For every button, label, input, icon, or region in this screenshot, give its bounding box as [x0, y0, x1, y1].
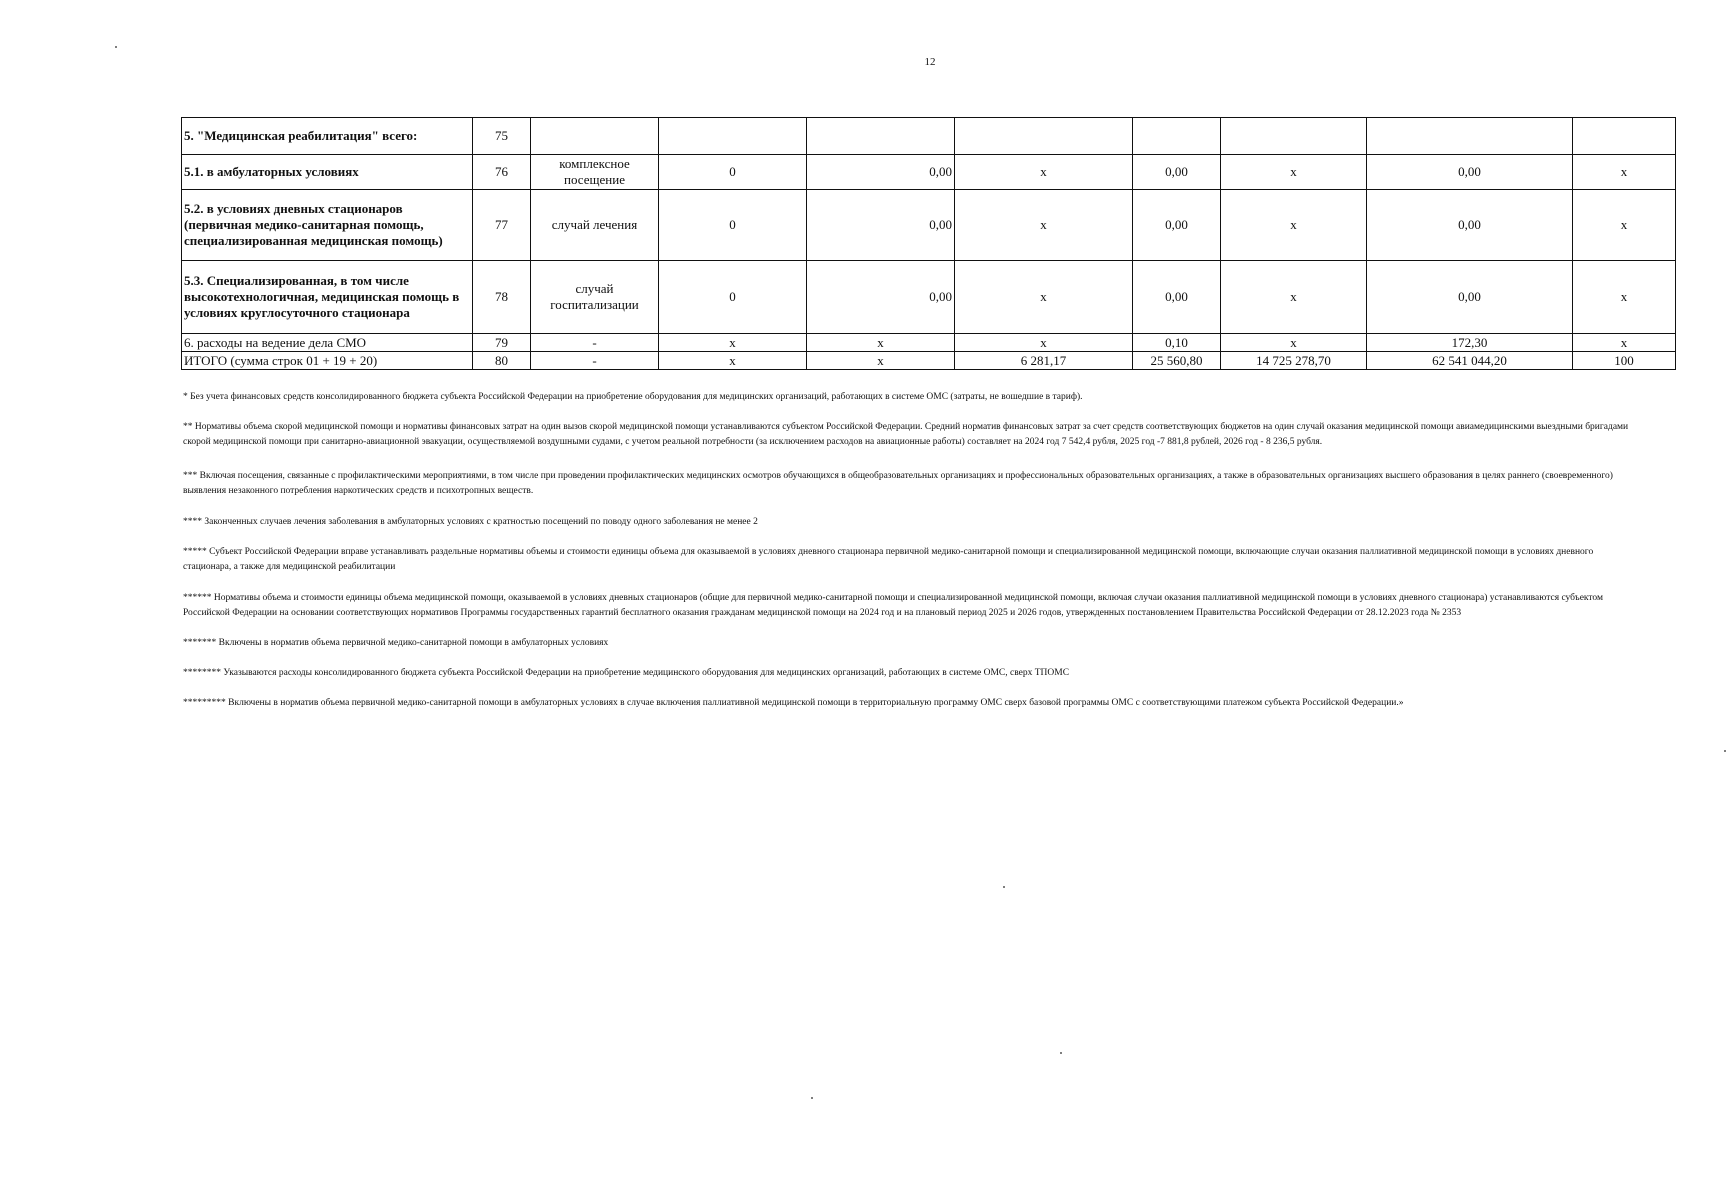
footnote: ******* Включены в норматив объема первичной медико-санитарной помощи в амбулаторных условиях	[183, 638, 609, 648]
footnote: * Без учета финансовых средств консолидированного бюджета субъекта Российской Федерации на приобретение оборудования для медицинских организаций, работающих в системе ОМС (затраты, не вошедшие в тариф).	[183, 392, 1083, 402]
row-cell: х	[807, 352, 955, 370]
row-cell: 0,00	[1367, 261, 1573, 334]
row-cell: 0,00	[1133, 155, 1221, 190]
row-cell: 0,00	[807, 261, 955, 334]
row-cell: х	[1573, 261, 1676, 334]
row-cell: х	[1573, 334, 1676, 352]
data-table	[181, 117, 1676, 370]
row-cell: х	[1573, 190, 1676, 261]
row-cell: 0,00	[807, 155, 955, 190]
row-cell	[1367, 118, 1573, 155]
footnote: ***** Субъект Российской Федерации вправе устанавливать раздельные нормативы объемы и стоимости единицы объема для оказываемой в условиях дневного стационара первичной медико-санитарной помощи и специализированной медицинской помощи, включающие случаи оказания паллиативной медицинской помощи в условиях дневного стационара, а также для медицинской реабилитации	[183, 547, 1594, 572]
scan-speck	[115, 46, 117, 48]
row-cell: х	[1573, 155, 1676, 190]
page-number: 12	[924, 56, 936, 68]
row-name: 5.2. в условиях дневных стационаров (первичная медико-санитарная помощь, специализированная медицинская помощь)	[182, 190, 473, 261]
table-row	[182, 190, 1676, 261]
row-cell	[1573, 118, 1676, 155]
row-cell: 6 281,17	[955, 352, 1133, 370]
table-row	[182, 261, 1676, 334]
row-cell: х	[1221, 155, 1367, 190]
row-cell: х	[807, 334, 955, 352]
row-cell	[1221, 118, 1367, 155]
scan-speck	[1003, 886, 1005, 888]
row-cell	[955, 118, 1133, 155]
row-name: 5.3. Специализированная, в том числе высокотехнологичная, медицинская помощь в условиях круглосуточного стационара	[182, 261, 473, 334]
row-cell: 62 541 044,20	[1367, 352, 1573, 370]
table-row	[182, 334, 1676, 352]
data-table-wrapper	[181, 117, 1676, 370]
row-cell: 0,00	[1133, 190, 1221, 261]
row-cell: 172,30	[1367, 334, 1573, 352]
row-cell: х	[659, 334, 807, 352]
row-cell	[807, 118, 955, 155]
row-cell: х	[955, 334, 1133, 352]
table-row	[182, 118, 1676, 155]
table-row-total	[182, 352, 1676, 370]
row-unit: комплексное посещение	[531, 155, 659, 190]
scan-speck	[1724, 750, 1726, 752]
row-cell: 0	[659, 155, 807, 190]
footnotes	[183, 390, 1643, 711]
row-cell	[659, 118, 807, 155]
row-unit: -	[531, 334, 659, 352]
footnote: ********* Включены в норматив объема первичной медико-санитарной помощи в амбулаторных условиях в случае включения паллиативной медицинской помощи в территориальную программу ОМС сверх базовой программы ОМС с соответствующими платежом субъекта Российской Федерации.»	[183, 698, 1404, 708]
row-code: 75	[473, 118, 531, 155]
row-code: 79	[473, 334, 531, 352]
row-cell: 0	[659, 190, 807, 261]
footnote: *** Включая посещения, связанные с профилактическими мероприятиями, в том числе при проведении профилактических медицинских осмотров обучающихся в общеобразовательных организациях и профессиональных образовательных организациях, а также в образовательных организациях высшего образования в целях раннего (своевременного) выявления незаконного потребления наркотических средств и психотропных веществ.	[183, 471, 1613, 496]
row-name: ИТОГО (сумма строк 01 + 19 + 20)	[182, 352, 473, 370]
row-name: 5.1. в амбулаторных условиях	[182, 155, 473, 190]
row-unit: случай госпитализации	[531, 261, 659, 334]
row-cell: х	[1221, 190, 1367, 261]
footnote: ** Нормативы объема скорой медицинской помощи и нормативы финансовых затрат на один вызов скорой медицинской помощи устанавливаются субъектом Российской Федерации. Средний норматив финансовых затрат за счет средств соответствующих бюджетов на один случай оказания медицинской помощи авиамедицинскими выездными бригадами скорой медицинской помощи при санитарно-авиационной эвакуации, осуществляемой воздушными судами, с учетом реальной потребности (за исключением расходов на авиационные работы) составляет на 2024 год 7 542,4 рубля, 2025 год -7 881,8 рублей, 2026 год - 8 236,5 рубля.	[183, 422, 1629, 447]
row-unit	[531, 118, 659, 155]
row-name: 5. "Медицинская реабилитация" всего:	[182, 118, 473, 155]
row-code: 76	[473, 155, 531, 190]
row-cell: х	[1221, 334, 1367, 352]
scan-speck	[811, 1097, 813, 1099]
row-code: 77	[473, 190, 531, 261]
row-cell: х	[659, 352, 807, 370]
row-cell: 0	[659, 261, 807, 334]
row-cell: 0,00	[1133, 261, 1221, 334]
row-cell: х	[955, 190, 1133, 261]
footnote: ******** Указываются расходы консолидированного бюджета субъекта Российской Федерации на приобретение медицинского оборудования для медицинских организаций, работающих в системе ОМС, сверх ТПОМС	[183, 668, 1070, 678]
row-cell: х	[955, 261, 1133, 334]
row-cell: 100	[1573, 352, 1676, 370]
row-cell: 14 725 278,70	[1221, 352, 1367, 370]
row-cell: х	[955, 155, 1133, 190]
row-code: 80	[473, 352, 531, 370]
row-cell	[1133, 118, 1221, 155]
row-cell: х	[1221, 261, 1367, 334]
row-code: 78	[473, 261, 531, 334]
row-cell: 0,00	[1367, 190, 1573, 261]
row-unit: случай лечения	[531, 190, 659, 261]
row-cell: 0,00	[1367, 155, 1573, 190]
row-unit: -	[531, 352, 659, 370]
row-cell: 25 560,80	[1133, 352, 1221, 370]
table-row	[182, 155, 1676, 190]
row-cell: 0,10	[1133, 334, 1221, 352]
footnote: ****** Нормативы объема и стоимости единицы объема медицинской помощи, оказываемой в условиях дневных стационаров (общие для первичной медико-санитарной помощи и специализированной медицинской помощи, включая случаи оказания паллиативной медицинской помощи в условиях дневного стационара) устанавливаются субъектом Российской Федерации на основании соответствующих нормативов Программы государственных гарантий бесплатного оказания гражданам медицинской помощи на 2024 год и на плановый период 2025 и 2026 годов, утвержденных постановлением Правительства Российской Федерации от 28.12.2023 года № 2353	[183, 593, 1604, 618]
footnote: **** Законченных случаев лечения заболевания в амбулаторных условиях с кратностью посещений по поводу одного заболевания не менее 2	[183, 517, 758, 527]
scan-speck	[1060, 1052, 1062, 1054]
row-name: 6. расходы на ведение дела СМО	[182, 334, 473, 352]
row-cell: 0,00	[807, 190, 955, 261]
